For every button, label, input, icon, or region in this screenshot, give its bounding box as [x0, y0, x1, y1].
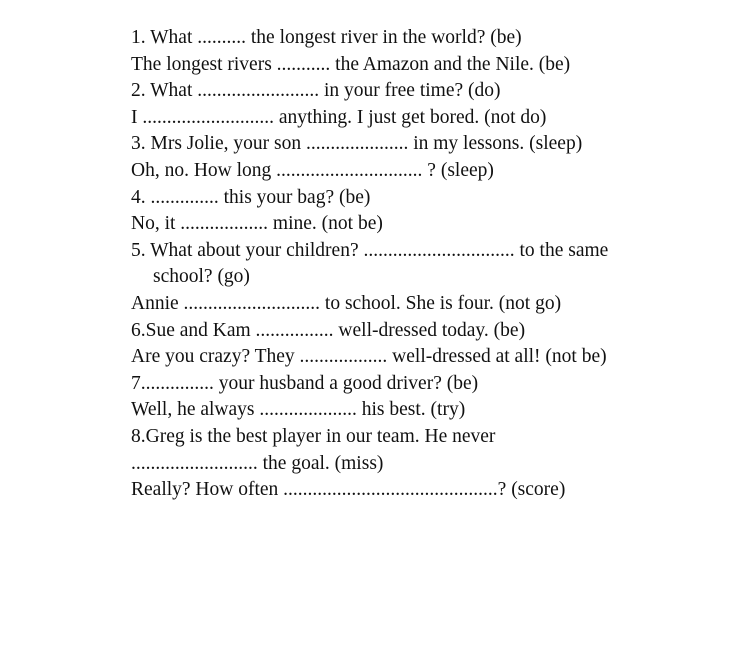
answer-3-line: Oh, no. How long .............................. ? (sleep) — [131, 159, 494, 181]
question-6-line: 6.Sue and Kam ................ well-dressed today. (be) — [131, 319, 526, 341]
question-8-line: 8.Greg is the best player in our team. He never — [131, 425, 496, 447]
answer-1-line: The longest rivers ........... the Amazon and the Nile. (be) — [131, 53, 571, 75]
question-5-continuation-line: school? (go) — [153, 266, 250, 288]
question-2-line: 2. What ......................... in your free time? (do) — [131, 80, 501, 102]
question-8-continuation-line: .......................... the goal. (miss) — [131, 452, 384, 474]
exercise-text-block — [131, 25, 731, 504]
question-1-line: 1. What .......... the longest river in the world? (be) — [131, 27, 522, 48]
answer-7-line: Well, he always .................... his best. (try) — [131, 399, 466, 421]
question-3-line: 3. Mrs Jolie, your son ..................... in my lessons. (sleep) — [131, 133, 583, 155]
answer-6-line: Are you crazy? They .................. well-dressed at all! (not be) — [131, 346, 607, 368]
answer-2-line: I ........................... anything. I just get bored. (not do) — [131, 106, 547, 128]
question-7-line: 7............... your husband a good driver? (be) — [131, 372, 479, 394]
answer-4-line: No, it .................. mine. (not be) — [131, 213, 383, 235]
question-5-line: 5. What about your children? ............................... to the same — [131, 239, 609, 261]
question-4-line: 4. .............. this your bag? (be) — [131, 186, 371, 208]
answer-8-line: Really? How often ............................................? (score) — [131, 479, 566, 501]
answer-5-line: Annie ............................ to school. She is four. (not go) — [131, 292, 562, 314]
